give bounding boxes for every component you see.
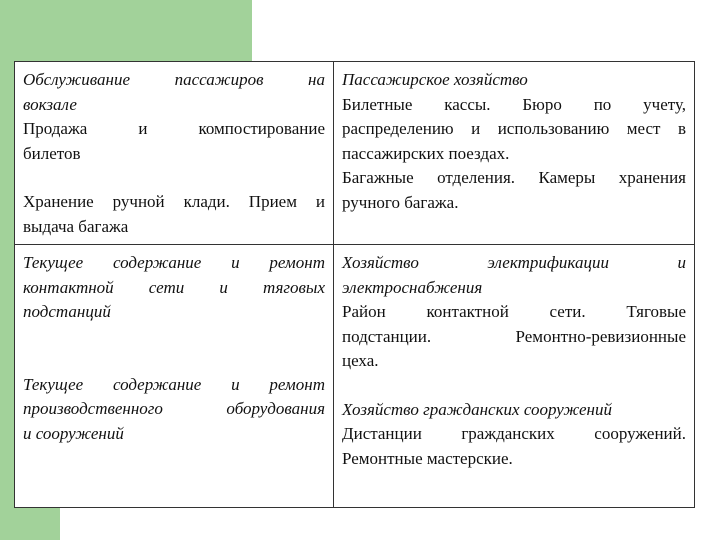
spacer — [342, 374, 686, 398]
cell-heading-line: производственного оборудования — [23, 399, 325, 418]
cell-heading: Хозяйство гражданских сооружений — [342, 399, 612, 419]
cell-text-line: Продажа и компостирование — [23, 119, 325, 138]
table-cell-departments — [334, 245, 695, 508]
cell-text-line: пассажирских поездах. — [342, 143, 510, 163]
cell-text-line: билетов — [23, 143, 81, 163]
cell-heading-line: Обслуживание пассажиров на — [23, 70, 325, 89]
cell-heading-line: Текущее содержание и ремонт — [23, 253, 325, 272]
cell-text-line: Ремонтные мастерские. — [342, 448, 513, 468]
cell-text-line: ручного багажа. — [342, 192, 459, 212]
spacer — [23, 166, 325, 190]
cell-heading-line: подстанций — [23, 302, 111, 321]
cell-heading: Пассажирское хозяйство — [342, 70, 528, 89]
cell-text-line: подстанции. Ремонтно-ревизионные — [342, 326, 686, 346]
cell-text-line: Хранение ручной клади. Прием и — [23, 192, 325, 211]
cell-text-line: цеха. — [342, 351, 379, 370]
cell-text-line: Район контактной сети. Тяговые — [342, 302, 686, 321]
cell-heading-line: и сооружений — [23, 423, 124, 443]
cell-text-line: Билетные кассы. Бюро по учету, — [342, 94, 686, 114]
cell-heading-line: вокзале — [23, 94, 77, 114]
cell-heading-line: контактной сети и тяговых — [23, 277, 325, 297]
cell-text-line: распределению и использованию мест в — [342, 119, 686, 138]
table-cell-departments — [334, 62, 695, 245]
table-row — [15, 62, 695, 245]
table-row — [15, 245, 695, 508]
table-cell-services — [15, 62, 334, 245]
railway-services-table — [14, 61, 695, 508]
cell-text-line: Дистанции гражданских сооружений. — [342, 424, 686, 443]
cell-heading-line: Хозяйство электрификации и — [342, 253, 686, 272]
spacer — [23, 325, 325, 373]
cell-text-line: Багажные отделения. Камеры хранения — [342, 168, 686, 187]
cell-heading-line: Текущее содержание и ремонт — [23, 374, 325, 394]
table-cell-services — [15, 245, 334, 508]
cell-text-line: выдача багажа — [23, 216, 129, 236]
cell-heading-line: электроснабжения — [342, 277, 483, 297]
